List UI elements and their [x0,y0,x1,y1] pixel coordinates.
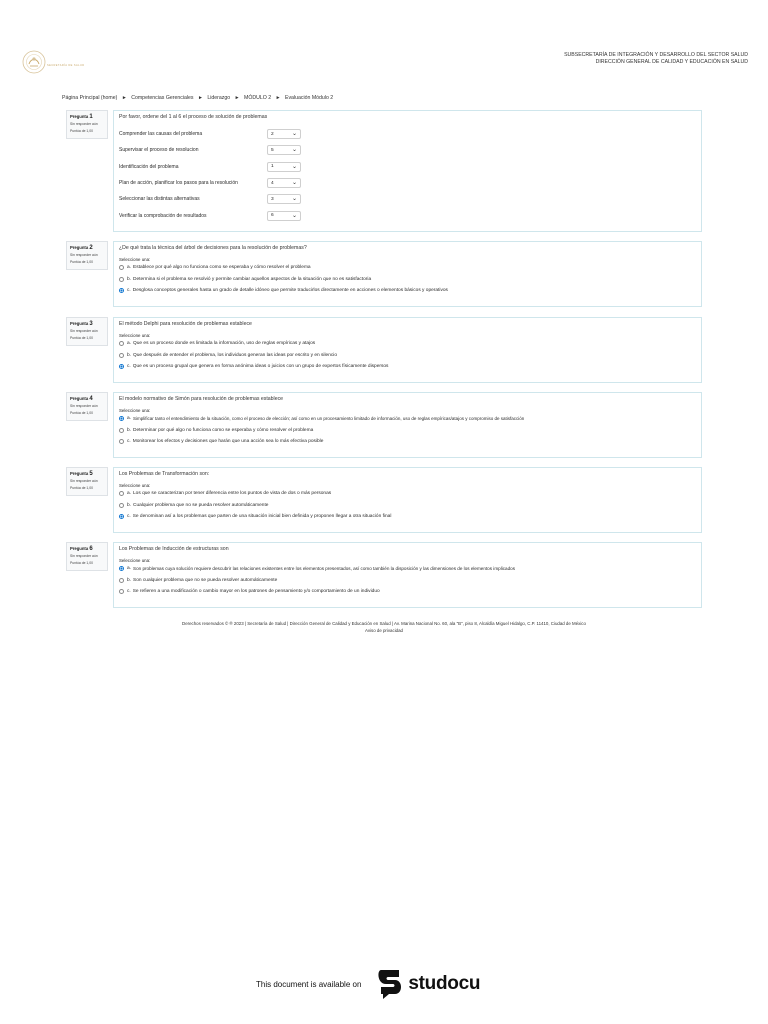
question-info [66,542,108,571]
radio-button[interactable] [119,491,124,496]
match-label: Verificar la comprobación de resultados [119,212,207,219]
question-4 [66,392,702,458]
answer-option[interactable] [119,350,696,362]
match-label: Supervisar el proceso de resolucion [119,147,199,154]
page-header [0,0,768,80]
page-footer [0,620,768,634]
header-line-2: DIRECCIÓN GENERAL DE CALIDAD Y EDUCACIÓN EN SALUD [595,59,748,65]
question-number: 4 [89,396,93,402]
question-label: Pregunta [70,321,89,326]
option-text: Simplificar tanto el entendimiento de la situación, como el proceso de elección; así como en un procesamiento limitado de información, uso de reglas empíricas/atajos y compromiso de satisfacción [133,416,525,421]
option-letter: c. [127,288,131,293]
answer-option[interactable] [119,436,696,448]
radio-button[interactable] [119,439,124,444]
footer-copyright: Derechos reservados © ® 2023 | Secretaría de Salud | Dirección General de Calidad y Educación en Salud | Av. Marina Nacional No. 60, ala "B", piso 8, Alcaldía Miguel Hidalgo, C.P. 11410, Ciudad de México [182,621,586,626]
option-letter: b. [127,577,132,583]
question-content [113,467,702,533]
question-content [113,241,702,307]
question-content [113,317,702,383]
answer-prompt: Seleccione una: [119,257,151,262]
question-status: Sin responder aún [70,479,98,483]
question-number: 1 [89,114,93,120]
option-text: Cualquier problema que no se pueda resolver automáticamente [133,502,269,508]
answer-option[interactable] [119,563,696,575]
answer-option[interactable] [119,274,696,286]
breadcrumb-evaluacion[interactable]: Evaluación Módulo 2 [285,95,334,101]
breadcrumb [62,95,333,101]
chevron-down-icon: ⌄ [291,212,297,219]
match-row [119,126,696,142]
question-1 [66,110,702,232]
question-status: Sin responder aún [70,122,98,126]
question-info [66,392,108,421]
answer-option[interactable] [119,500,696,512]
answer-prompt: Seleccione una: [119,558,151,563]
breadcrumb-separator-icon: ► [234,95,240,101]
match-list [119,126,696,224]
match-row [119,142,696,158]
order-select[interactable] [267,129,301,139]
option-letter: b. [127,427,132,433]
question-3 [66,317,702,383]
question-number: 2 [89,245,93,251]
chevron-down-icon: ⌄ [291,147,297,154]
question-text: Los Problemas de Inducción de estructuras son [119,546,229,552]
order-select[interactable] [267,145,301,155]
radio-button-selected[interactable] [119,416,124,421]
header-line-1: SUBSECRETARÍA DE INTEGRACIÓN Y DESARROLLO DEL SECTOR SALUD [564,52,748,58]
option-letter: c. [127,364,131,369]
question-points: Puntúa de 1,00 [70,260,94,264]
select-value: 1 [271,164,274,170]
radio-button[interactable] [119,353,124,358]
answer-option[interactable] [119,511,696,523]
answer-option[interactable] [119,586,696,598]
radio-button[interactable] [119,589,124,594]
option-text: Los que se caracterizan por tener diferencia entre los puntos de vista de dos o más personas [133,491,332,496]
answer-option[interactable] [119,285,696,297]
question-content [113,542,702,608]
match-label: Identificación del problema [119,163,179,170]
question-label: Pregunta [70,114,89,119]
answer-prompt: Seleccione una: [119,333,151,338]
answer-prompt: Seleccione una: [119,408,151,413]
option-letter: c. [127,514,131,519]
answer-option[interactable] [119,338,696,350]
question-status: Sin responder aún [70,253,98,257]
question-text: Los Problemas de Transformación son: [119,471,210,477]
option-text: Que es un proceso grupal que genera en forma anónima ideas o juicios con un grupo de expertos físicamente dispersos [132,364,389,369]
match-row [119,207,696,223]
answer-option[interactable] [119,361,696,373]
chevron-down-icon: ⌄ [291,131,297,138]
radio-button[interactable] [119,428,124,433]
match-row [119,191,696,207]
question-number: 3 [89,321,93,327]
option-letter: a. [127,265,132,270]
question-label: Pregunta [70,471,89,476]
radio-button-selected[interactable] [119,514,124,519]
question-info [66,110,108,139]
answer-option[interactable] [119,575,696,587]
option-letter: a. [127,491,132,496]
breadcrumb-liderazgo[interactable]: Liderazgo [207,95,231,101]
question-status: Sin responder aún [70,554,98,558]
option-letter: c. [127,439,131,444]
option-letter: b. [127,276,132,282]
logo-text: SECRETARÍA DE SALUD [47,64,85,67]
answer-option[interactable] [119,488,696,500]
option-text: Se denominan así a los problemas que parten de una situación inicial bien definida y proponen llegar a otra situación final [132,514,392,519]
answer-prompt: Seleccione una: [119,483,151,488]
question-label: Pregunta [70,546,89,551]
privacy-link[interactable]: Aviso de privacidad [365,628,403,633]
chevron-down-icon: ⌄ [291,196,297,203]
answer-option[interactable] [119,262,696,274]
breadcrumb-competencias[interactable]: Competencias Gerenciales [131,95,194,101]
radio-button[interactable] [119,341,124,346]
question-text: El modelo normativo de Simón para resolución de problemas establece [119,396,284,402]
studocu-logo-icon [375,968,405,1000]
question-text: El método Delphi para resolución de problemas establece [119,321,252,327]
question-text: Por favor, ordene del 1 al 6 el proceso de solución de problemas [119,114,268,120]
question-status: Sin responder aún [70,404,98,408]
breadcrumb-separator-icon: ► [275,95,281,101]
option-text: Desglosa conceptos generales hasta un grado de detalle idóneo que permite traducirlos directamente en acciones o elementos básicos y operativos [132,288,448,293]
breadcrumb-home[interactable]: Página Principal (home) [62,95,118,101]
radio-button[interactable] [119,503,124,508]
option-text: Establece por qué algo no funciona como se esperaba y cómo resolver el problema [133,265,311,270]
match-label: Comprender las causas del problema [119,131,203,138]
question-text: ¿De qué trata la técnica del árbol de decisiones para la resolución de problemas? [119,245,307,251]
breadcrumb-separator-icon: ► [121,95,127,101]
question-label: Pregunta [70,245,89,250]
breadcrumb-separator-icon: ► [197,95,203,101]
radio-button[interactable] [119,277,124,282]
question-points: Puntúa de 1,00 [70,336,94,340]
option-letter: b. [127,352,132,358]
option-text: Se refieren a una modificación o cambio mayor en los patrones de pensamiento y/o comportamiento de un individuo [132,589,380,594]
answer-option[interactable] [119,425,696,437]
option-letter: c. [127,589,131,594]
question-points: Puntúa de 1,00 [70,411,94,415]
header-institution [564,52,748,66]
question-5 [66,467,702,533]
question-info [66,241,108,270]
match-label: Seleccionar las distintas alternativas [119,196,200,203]
select-value: 6 [271,213,274,219]
question-content [113,110,702,232]
answer-option[interactable] [119,413,696,425]
option-text: Determinar por qué algo no funciona como se esperaba y cómo resolver el problema [133,427,314,433]
question-status: Sin responder aún [70,329,98,333]
radio-button-selected[interactable] [119,566,124,571]
question-number: 6 [89,546,93,552]
option-letter: b. [127,502,132,508]
question-number: 5 [89,471,93,477]
studocu-wordmark: studocu [408,973,481,994]
select-value: 2 [271,131,274,137]
match-row [119,175,696,191]
radio-button-selected[interactable] [119,364,124,369]
option-text: Que después de entender el problema, los individuos generan las ideas por escrito y en silencio [133,352,338,358]
option-text: Monitorear los efectos y decisiones que harán que una acción sea lo más efectiva posible [132,439,324,444]
select-value: 5 [271,147,274,153]
radio-button[interactable] [119,265,124,270]
chevron-down-icon: ⌄ [291,163,297,170]
match-row [119,159,696,175]
question-info [66,467,108,496]
option-letter: a. [127,416,132,421]
secretaria-logo[interactable] [20,47,100,77]
option-letter: a. [127,341,132,346]
question-6 [66,542,702,608]
order-select[interactable] [267,162,301,172]
question-2 [66,241,702,307]
option-text: Que es un proceso donde es limitada la información, uso de reglas empíricas y atajos [133,341,316,346]
select-value: 4 [271,180,274,186]
option-text: Son cualquier problema que no se pueda resolver automáticamente [133,577,278,583]
availability-text: This document is available on [256,979,362,989]
breadcrumb-modulo[interactable]: MÓDULO 2 [244,95,272,101]
option-text: Determina si el problema se resolvió y permite cambiar aquellos aspectos de la situación que no es satisfactoria [133,276,372,282]
question-content [113,392,702,458]
question-info [66,317,108,346]
order-select[interactable] [267,211,301,221]
studocu-banner[interactable] [256,968,480,1000]
select-value: 3 [271,196,274,202]
question-label: Pregunta [70,396,89,401]
radio-button[interactable] [119,578,124,583]
match-label: Plan de acción, planificar los pasos para la resolución [119,180,238,187]
question-points: Puntúa de 1,00 [70,129,94,133]
option-letter: a. [127,566,132,571]
question-points: Puntúa de 1,00 [70,561,94,565]
chevron-down-icon: ⌄ [291,180,297,187]
order-select[interactable] [267,194,301,204]
radio-button-selected[interactable] [119,288,124,293]
order-select[interactable] [267,178,301,188]
question-points: Puntúa de 1,00 [70,486,94,490]
option-text: Son problemas cuya solución requiere descubrir las relaciones existentes entre los elementos presentados, así como también la disposición y las dimensiones de los elementos implicados [133,566,516,571]
